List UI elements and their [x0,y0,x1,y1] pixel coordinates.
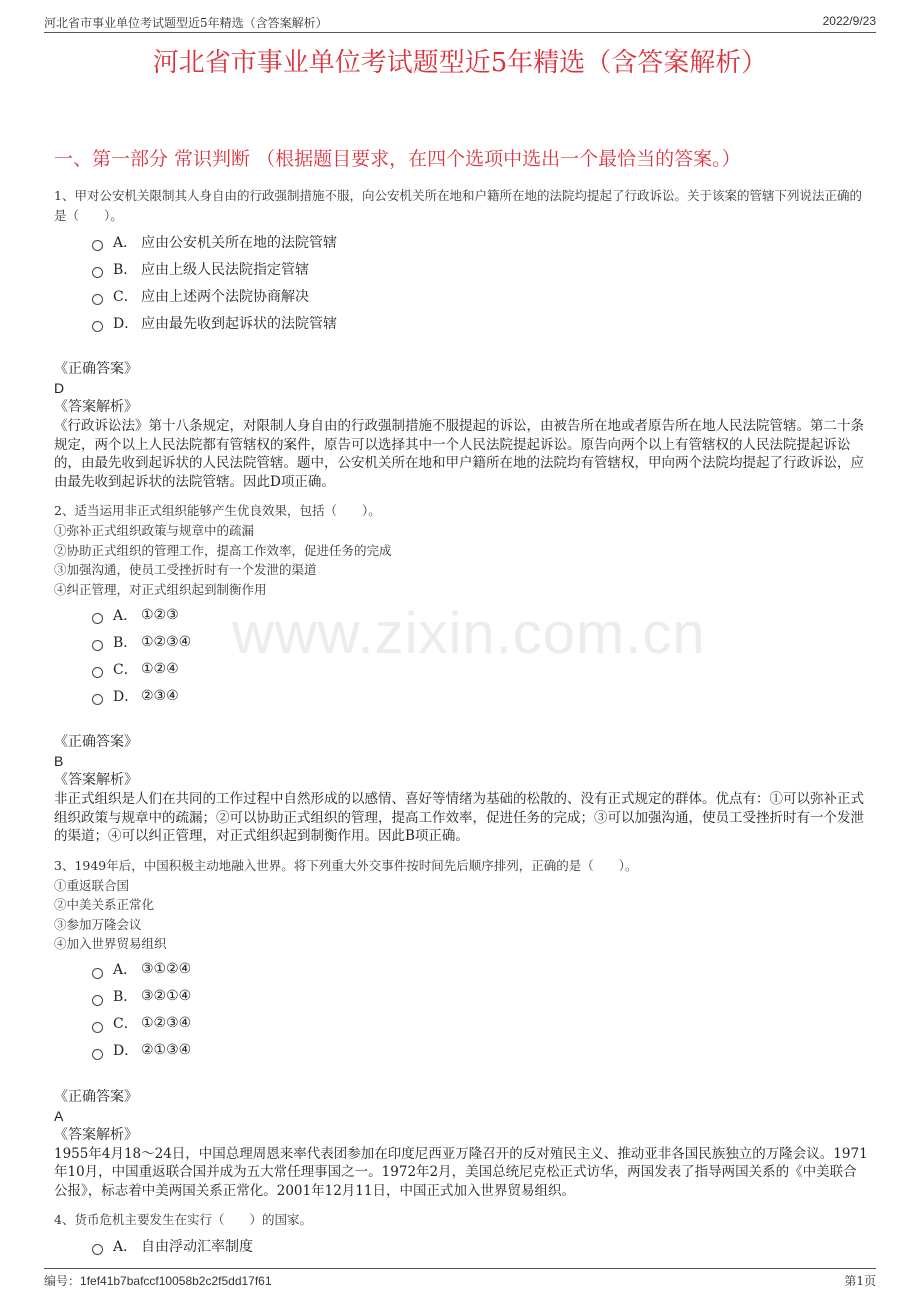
question-4 [54,1210,868,1259]
option-letter: D． [113,688,139,705]
option-text: ②①③④ [141,1042,192,1058]
radio-button-icon[interactable] [92,1022,103,1033]
radio-button-icon[interactable] [92,321,103,332]
option-a[interactable] [92,601,868,628]
option-letter: D． [113,1043,139,1059]
watermark: www.zixin.com.cn [232,601,706,666]
option-letter: C． [113,1016,138,1032]
option-text: ③①②④ [141,961,192,977]
option-text: 应由上述两个法院协商解决 [141,288,309,305]
radio-button-icon[interactable] [92,995,103,1006]
option-b[interactable] [92,983,868,1010]
statement-item: ④加入世界贸易组织 [54,936,167,951]
document-title: 河北省市事业单位考试题型近5年精选（含答案解析） [152,48,768,78]
radio-button-icon[interactable] [92,240,103,251]
option-letter: C． [113,661,138,678]
radio-button-icon[interactable] [92,267,103,278]
question-stem: 2、适当运用非正式组织能够产生优良效果，包括（ ）。 [54,503,381,518]
option-letter: A． [113,234,138,251]
document-code [44,1272,272,1289]
answer-label: 《正确答案》 [54,1088,138,1105]
option-b[interactable] [92,255,868,282]
footer-divider [44,1268,876,1269]
analysis-text: 《行政诉讼法》第十八条规定，对限制人身自由的行政强制措施不服提起的诉讼，由被告所在地或者原告所在地人民法院管辖。第二十条规定，两个以上人民法院都有管辖权的案件，原告可以选择其中一个人民法院提起诉讼。原告向两个以上有管辖权的人民法院提起诉讼的，由最先收到起诉状的人民法院管辖。题中，公安机关所在地和甲户籍所在地的法院均有管辖权，甲向两个法院均提起了行政诉讼，应由最先收到起诉状的法院管辖。因此D项正确。 [54,418,864,490]
option-d[interactable] [92,309,868,336]
statement-item: ②中美关系正常化 [54,897,155,912]
option-text: ①②③④ [141,633,192,650]
section-title: 一、第一部分 常识判断 （根据题目要求，在四个选项中选出一个最恰当的答案。） [54,148,741,170]
option-b[interactable] [92,628,868,655]
option-text: ①②④ [141,660,179,677]
question-3 [54,856,868,1201]
correct-answer: B [54,753,64,769]
option-letter: A． [113,1238,138,1255]
radio-button-icon[interactable] [92,640,103,651]
radio-button-icon[interactable] [92,694,103,705]
option-text: ③②①④ [141,988,192,1004]
correct-answer: A [54,1107,64,1124]
analysis-text: 1955年4月18～24日，中国总理周恩来率代表团参加在印度尼西亚万隆召开的反对殖民主义、推动亚非各国民族独立的万隆会议。1971年10月，中国重返联合国并成为五大常任理事国之一。1972年2月，美国总统尼克松正式访华，两国发表了指导两国关系的《中美联合公报》，标志着中美两国关系正常化。2001年12月11日，中国正式加入世界贸易组织。 [54,1145,868,1199]
option-list [92,956,868,1064]
option-text: 应由上级人民法院指定管辖 [141,261,309,278]
option-a[interactable] [92,1232,868,1259]
option-a[interactable] [92,956,868,983]
option-letter: D． [113,315,139,332]
option-c[interactable] [92,282,868,309]
option-text: 应由最先收到起诉状的法院管辖 [141,315,337,332]
analysis-label: 《答案解析》 [54,772,138,788]
statement-item: ①弥补正式组织政策与规章中的疏漏 [54,523,255,538]
option-letter: B． [113,261,138,278]
option-text: ②③④ [141,687,179,704]
analysis-label: 《答案解析》 [54,1126,138,1143]
question-stem: 3、1949年后，中国积极主动地融入世界。将下列重大外交事件按时间先后顺序排列，正确的是（ ）。 [54,857,638,873]
radio-button-icon[interactable] [92,667,103,678]
option-text: ①②③ [141,606,179,623]
radio-button-icon[interactable] [92,1049,103,1060]
radio-button-icon[interactable] [92,1244,103,1255]
correct-answer: D [54,380,65,396]
option-letter: C． [113,288,138,305]
option-d[interactable] [92,1037,868,1064]
option-letter: A． [113,607,138,624]
radio-button-icon[interactable] [92,294,103,305]
question-1 [54,186,868,491]
option-d[interactable] [92,682,868,709]
option-letter: A． [113,962,138,978]
code-label: 编号： [44,1274,81,1288]
option-letter: B． [113,634,138,651]
question-2 [54,501,868,846]
option-c[interactable] [92,655,868,682]
option-a[interactable] [92,228,868,255]
radio-button-icon[interactable] [92,968,103,979]
header-title: 河北省市事业单位考试题型近5年精选（含答案解析） [44,16,328,30]
statement-item: ②协助正式组织的管理工作，提高工作效率，促进任务的完成 [54,542,392,558]
option-letter: B． [113,989,138,1005]
page-number: 第1页 [844,1274,876,1288]
option-text: ①②③④ [141,1015,192,1031]
code-value: 1fef41b7bafccf10058b2c2f5dd17f61 [80,1274,272,1288]
option-list [92,228,868,336]
answer-label: 《正确答案》 [54,361,138,377]
header-date: 2022/9/23 [822,14,876,28]
option-c[interactable] [92,1010,868,1037]
statement-item: ①重返联合国 [54,877,130,893]
question-stem: 4、货币危机主要发生在实行（ ）的国家。 [54,1212,312,1227]
radio-button-icon[interactable] [92,613,103,624]
question-stem: 1、甲对公安机关限制其人身自由的行政强制措施不服，向公安机关所在地和户籍所在地的法院均提起了行政诉讼。关于该案的管辖下列说法正确的是（ ）。 [54,188,862,223]
statement-item: ③参加万隆会议 [54,916,142,932]
answer-label: 《正确答案》 [54,734,138,750]
analysis-text: 非正式组织是人们在共同的工作过程中自然形成的以感情、喜好等情绪为基础的松散的、没有正式规定的群体。优点有：①可以弥补正式组织政策与规章中的疏漏；②可以协助正式组织的管理，提高工作效率，促进任务的完成；③可以加强沟通，使员工受挫折时有一个发泄的渠道；④可以纠正管理，对正式组织起到制衡作用。因此B项正确。 [54,791,864,844]
statement-item: ③加强沟通，使员工受挫折时有一个发泄的渠道 [54,562,317,577]
option-list [92,601,868,709]
question-list [54,186,868,1259]
option-text: 应由公安机关所在地的法院管辖 [141,234,337,251]
header-divider [44,32,876,33]
statement-item: ④纠正管理，对正式组织起到制衡作用 [54,581,267,597]
option-text: 自由浮动汇率制度 [141,1238,253,1255]
analysis-label: 《答案解析》 [54,399,138,415]
option-list [92,1232,868,1259]
